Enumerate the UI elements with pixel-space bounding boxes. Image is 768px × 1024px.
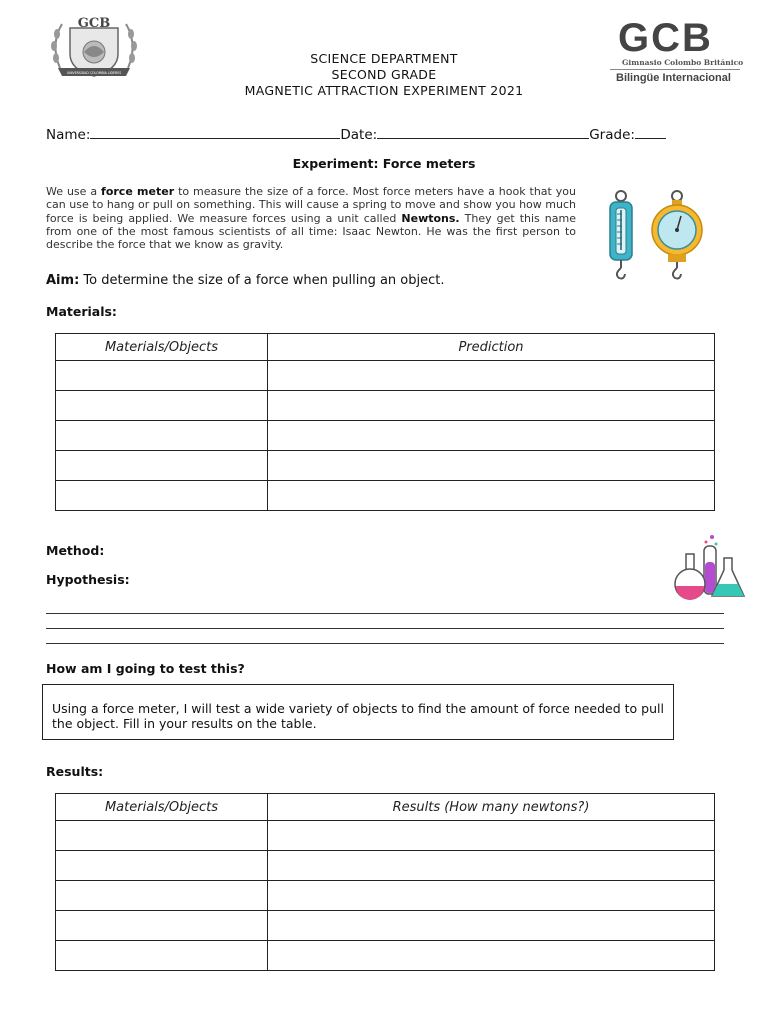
prediction-cell[interactable] — [268, 421, 715, 451]
grade-title: SECOND GRADE — [331, 67, 437, 82]
result-cell[interactable] — [268, 911, 715, 941]
material-cell[interactable] — [56, 421, 268, 451]
table-header-row — [56, 794, 715, 821]
table-row — [56, 451, 715, 481]
material-cell[interactable] — [56, 881, 268, 911]
document-header — [200, 51, 568, 99]
table-row — [56, 851, 715, 881]
prediction-cell[interactable] — [268, 391, 715, 421]
prediction-col-header: Prediction — [268, 334, 715, 361]
aim-label: Aim: — [46, 273, 80, 288]
result-cell[interactable] — [268, 851, 715, 881]
grade-label: Grade: — [589, 127, 635, 143]
gcb-logo-divider — [610, 69, 740, 70]
department-title: SCIENCE DEPARTMENT — [310, 51, 458, 66]
crest-gcb-text: GCB — [77, 16, 111, 31]
method-label: Method: — [46, 543, 105, 558]
name-field[interactable] — [90, 126, 340, 139]
material-cell[interactable] — [56, 361, 268, 391]
results-table — [55, 793, 715, 971]
materials-label: Materials: — [46, 304, 117, 319]
table-row — [56, 821, 715, 851]
table-row — [56, 361, 715, 391]
date-field[interactable] — [377, 126, 589, 139]
school-crest-logo — [48, 14, 140, 84]
table-row — [56, 481, 715, 511]
materials-col-header: Materials/Objects — [56, 334, 268, 361]
hypothesis-line-2[interactable] — [46, 628, 724, 629]
hypothesis-line-3[interactable] — [46, 643, 724, 644]
prediction-cell[interactable] — [268, 451, 715, 481]
hypothesis-label: Hypothesis: — [46, 572, 130, 587]
test-description-text: Using a force meter, I will test a wide variety of objects to find the amount of force needed to pull the object. Fill in your results on the table. — [52, 701, 664, 731]
material-cell[interactable] — [56, 851, 268, 881]
intro-text-2: to measure the size of a force. Most force meters have a hook that you can use to hang or pull on something. This will cause a spring to move and show you how much force is being applied. We measure forces using a unit called — [46, 185, 576, 225]
material-cell[interactable] — [56, 481, 268, 511]
material-cell[interactable] — [56, 391, 268, 421]
result-cell[interactable] — [268, 881, 715, 911]
table-header-row — [56, 334, 715, 361]
material-cell[interactable] — [56, 821, 268, 851]
hypothesis-line-1[interactable] — [46, 613, 724, 614]
aim-text: To determine the size of a force when pulling an object. — [79, 273, 445, 288]
intro-text-1: We use a — [46, 185, 102, 198]
date-label: Date: — [340, 127, 378, 143]
aim-statement — [46, 273, 444, 288]
prediction-cell[interactable] — [268, 361, 715, 391]
experiment-title: Experiment: Force meters — [292, 156, 476, 171]
intro-paragraph — [46, 185, 576, 251]
intro-bold-force-meter: force meter — [101, 185, 175, 198]
test-description-box — [42, 684, 674, 740]
experiment-name: MAGNETIC ATTRACTION EXPERIMENT 2021 — [244, 83, 524, 98]
gcb-logo-text: GCB — [618, 16, 713, 60]
table-row — [56, 941, 715, 971]
table-row — [56, 881, 715, 911]
gcb-logo — [608, 16, 744, 88]
table-row — [56, 911, 715, 941]
force-meters-illustration — [602, 188, 710, 284]
intro-text-3: They get this name from one of the most famous scientists of all time: Isaac Newton. He was the first person to describe the force that we know as gravity. — [46, 211, 577, 252]
results-label: Results: — [46, 764, 104, 779]
gcb-logo-bilingual: Bilingüe Internacional — [616, 72, 731, 84]
material-cell[interactable] — [56, 451, 268, 481]
gcb-logo-subtitle: Gimnasio Colombo Británico — [622, 58, 744, 67]
prediction-cell[interactable] — [268, 481, 715, 511]
table-row — [56, 391, 715, 421]
student-info-fields — [46, 126, 666, 143]
test-method-label: How am I going to test this? — [46, 661, 245, 676]
results-materials-col-header: Materials/Objects — [56, 794, 268, 821]
table-row — [56, 421, 715, 451]
result-cell[interactable] — [268, 941, 715, 971]
material-cell[interactable] — [56, 941, 268, 971]
crest-banner-text: UNIVERSIDAD COLOMBIA LIDERES — [66, 71, 122, 75]
results-newtons-col-header: Results (How many newtons?) — [268, 794, 715, 821]
material-cell[interactable] — [56, 911, 268, 941]
materials-table — [55, 333, 715, 511]
name-label: Name: — [46, 127, 91, 143]
grade-field[interactable] — [635, 126, 666, 139]
result-cell[interactable] — [268, 821, 715, 851]
intro-bold-newtons: Newtons. — [401, 211, 460, 225]
lab-flasks-illustration — [672, 532, 748, 602]
